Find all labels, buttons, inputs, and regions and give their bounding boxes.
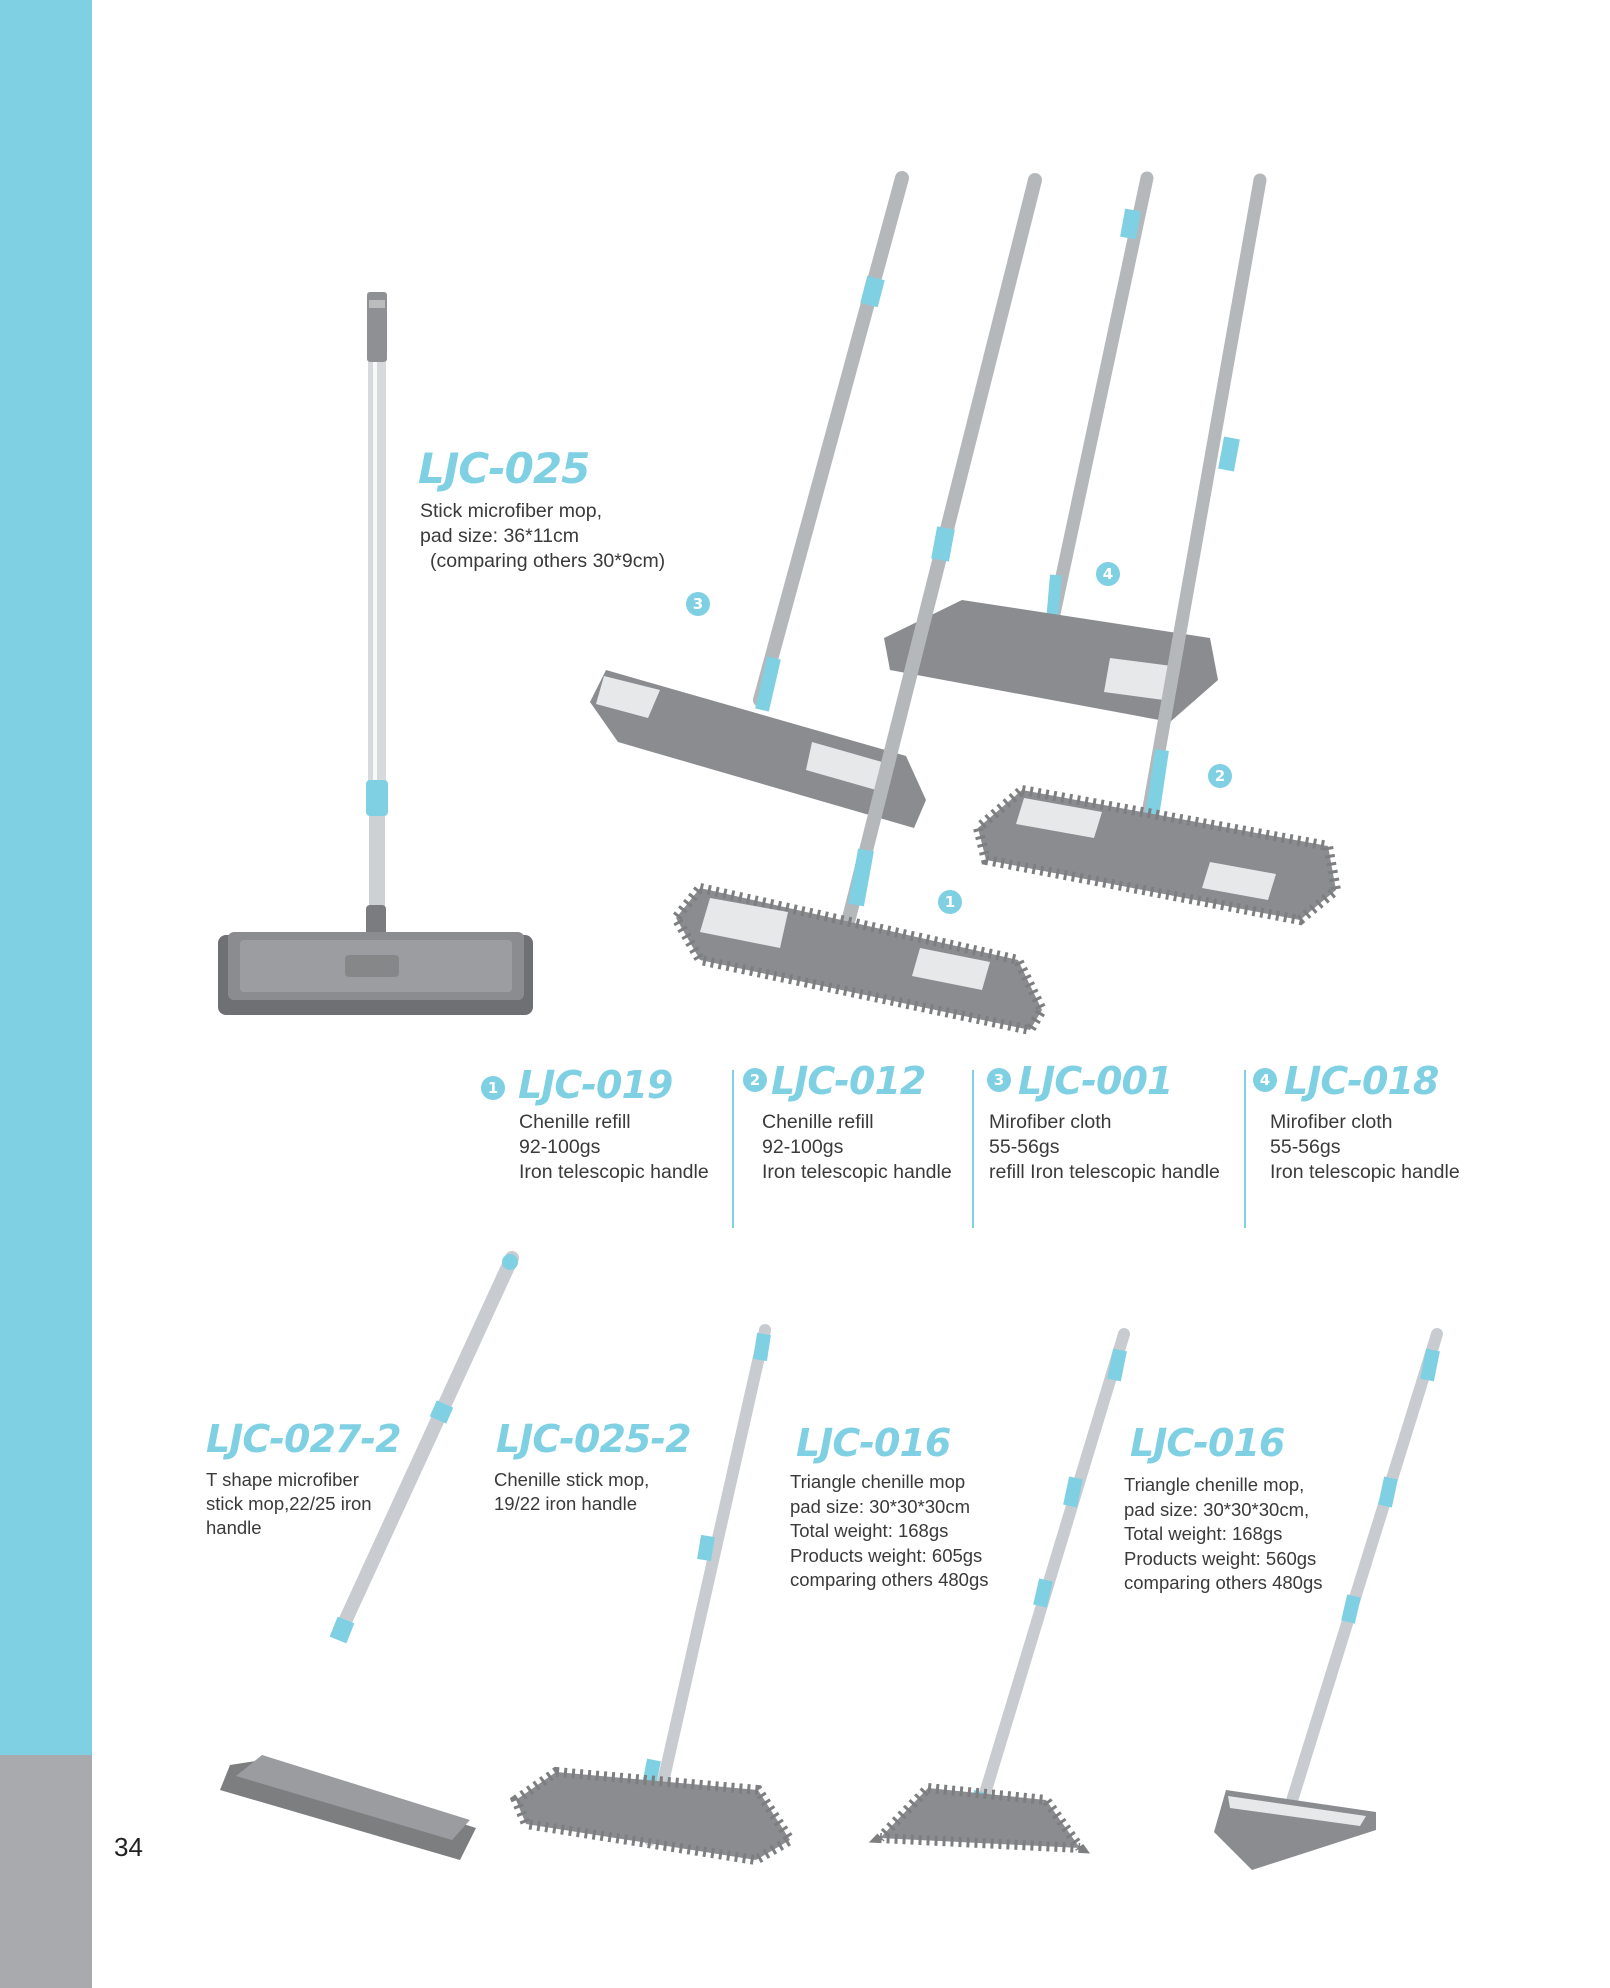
featured-line: pad size: 36*11cm [420,525,579,547]
spec-divider [1244,1070,1246,1228]
spec-line: comparing others 480gs [1124,1572,1323,1593]
spec-line: Mirofiber cloth [989,1111,1112,1133]
spec-line: pad size: 30*30*30cm, [1124,1498,1310,1520]
page-number: 34 [114,1832,143,1862]
model-ljc-025-2: LJC-025-2 [496,1417,691,1461]
photo-badge-1: 1 [938,890,962,914]
spec-ljc-027-2 [206,1468,372,1540]
spec-line: 19/22 iron handle [494,1493,637,1514]
spec-ljc-019 [519,1110,709,1185]
model-ljc-016-b: LJC-016 [1130,1421,1285,1465]
model-ljc-027-2: LJC-027-2 [206,1417,401,1461]
spec-line: Mirofiber cloth [1270,1111,1393,1133]
spec-badge-2: 2 [743,1068,767,1092]
spec-badge-4: 4 [1253,1068,1277,1092]
model-ljc-012: LJC-012 [771,1059,926,1103]
featured-model: LJC-025 [418,444,590,493]
mop-illustration-ljc-018 [884,178,1218,722]
spec-line: Total weight: 168gs [1124,1523,1283,1544]
spec-line: T shape microfiber [206,1469,359,1490]
model-ljc-016-a: LJC-016 [796,1421,951,1465]
spec-ljc-016-b [1124,1473,1322,1596]
spec-ljc-001 [989,1110,1220,1185]
mop-illustration-ljc-025 [218,292,533,1015]
spec-line: Products weight: 605gs [790,1544,983,1566]
spec-ljc-016-a [790,1470,988,1593]
mop-illustration-ljc-016-b [1214,1334,1437,1870]
spec-line: Iron telescopic handle [519,1161,709,1183]
mop-illustration-ljc-012 [978,180,1336,920]
spec-line: Iron telescopic handle [762,1161,952,1183]
spec-badge-1: 1 [481,1076,505,1100]
model-ljc-018: LJC-018 [1284,1059,1439,1103]
model-ljc-001: LJC-001 [1018,1059,1173,1103]
model-ljc-019: LJC-019 [518,1063,673,1107]
spec-line: 92-100gs [519,1136,601,1158]
featured-line: Stick microfiber mop, [420,500,603,522]
featured-line: (comparing others 30*9cm) [430,550,666,572]
spec-line: Triangle chenille mop, [1124,1474,1305,1495]
spec-ljc-012 [762,1110,952,1185]
spec-ljc-018 [1270,1110,1460,1185]
spec-line: Chenille refill [762,1111,874,1133]
featured-description [420,499,665,574]
photo-badge-3: 3 [686,592,710,616]
spec-line: 55-56gs [1270,1136,1341,1158]
spec-line: 92-100gs [762,1136,844,1158]
spec-line: Triangle chenille mop [790,1471,966,1492]
spec-line: comparing others 480gs [790,1569,989,1590]
spec-line: Total weight: 168gs [790,1520,949,1541]
spec-line: 55-56gs [989,1136,1060,1158]
spec-line: refill Iron telescopic handle [989,1161,1220,1183]
spec-line: Chenille stick mop, [494,1469,650,1490]
spec-line: Products weight: 560gs [1124,1547,1317,1569]
spec-divider [732,1070,734,1228]
mop-illustration-ljc-025-2 [516,1330,790,1860]
spec-badge-3: 3 [987,1068,1011,1092]
spec-line: Iron telescopic handle [1270,1161,1460,1183]
spec-line: pad size: 30*30*30cm [790,1495,970,1517]
spec-line: Chenille refill [519,1111,631,1133]
spec-line: stick mop,22/25 iron [206,1493,372,1514]
photo-badge-2: 2 [1208,764,1232,788]
spec-divider [972,1070,974,1228]
spec-ljc-025-2 [494,1468,649,1516]
photo-badge-4: 4 [1096,562,1120,586]
mop-illustration-ljc-027-2 [220,1254,518,1860]
spec-line: handle [206,1517,262,1538]
